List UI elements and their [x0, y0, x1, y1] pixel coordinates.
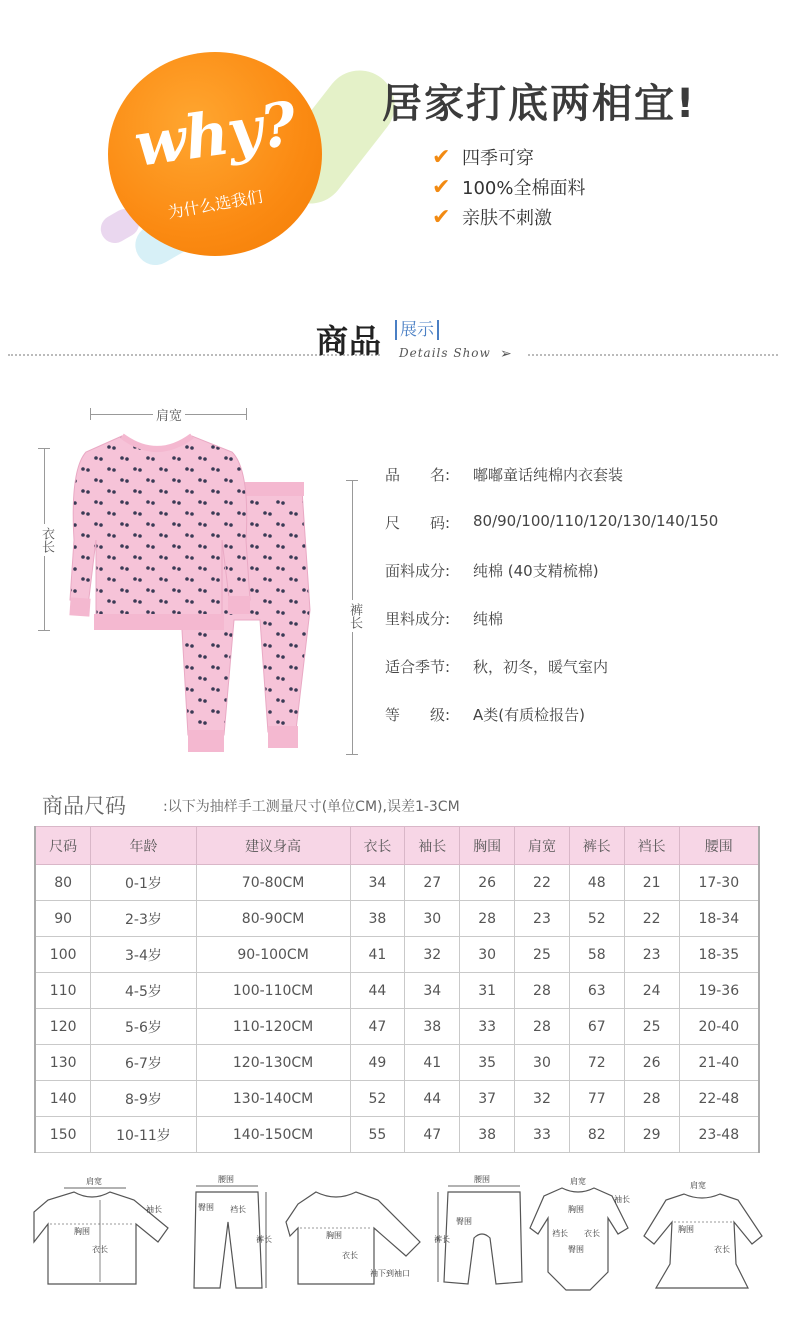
table-row: [35, 937, 759, 973]
diagram-label: 衣长: [92, 1245, 108, 1254]
diagram-label: 袖下到袖口: [370, 1269, 410, 1278]
divider: [528, 354, 778, 356]
table-cell: 22: [624, 901, 679, 937]
measure-tick: [38, 448, 50, 449]
table-header-row: [35, 827, 759, 865]
size-note: :以下为抽样手工测量尺寸(单位CM),误差1-3CM: [163, 799, 460, 815]
diagram-label: 裆长: [230, 1205, 246, 1214]
diagram-label: 衣长: [584, 1229, 600, 1238]
table-cell: 140: [35, 1081, 91, 1117]
table-cell: 48: [569, 865, 624, 901]
table-cell: 130-140CM: [196, 1081, 350, 1117]
table-cell: 120: [35, 1009, 91, 1045]
table-cell: 90: [35, 901, 91, 937]
table-cell: 3-4岁: [91, 937, 196, 973]
table-row: [35, 1009, 759, 1045]
checkmark-icon: ✔: [432, 204, 451, 230]
table-cell: 29: [624, 1117, 679, 1153]
feature-item: [432, 204, 552, 230]
table-cell: 38: [405, 1009, 460, 1045]
column-header: 裆长: [624, 827, 679, 865]
spec-key: 面料成分:: [385, 562, 451, 580]
table-cell: 44: [405, 1081, 460, 1117]
table-cell: 77: [569, 1081, 624, 1117]
table-cell: 10-11岁: [91, 1117, 196, 1153]
table-cell: 20-40: [679, 1009, 759, 1045]
table-cell: 30: [405, 901, 460, 937]
table-row: [35, 901, 759, 937]
table-cell: 47: [405, 1117, 460, 1153]
table-cell: 100-110CM: [196, 973, 350, 1009]
diagram-label: 衣长: [342, 1251, 358, 1260]
table-cell: 32: [515, 1081, 570, 1117]
checkmark-icon: ✔: [432, 144, 451, 170]
table-cell: 17-30: [679, 865, 759, 901]
why-text: why?: [130, 89, 300, 181]
column-header: 胸围: [460, 827, 515, 865]
column-header: 衣长: [350, 827, 405, 865]
diagram-label: 胸围: [326, 1231, 342, 1240]
table-cell: 58: [569, 937, 624, 973]
table-cell: 28: [460, 901, 515, 937]
diagram-label: 衣长: [714, 1245, 730, 1254]
hero-banner: [0, 0, 790, 290]
diagram-label: 裆长: [552, 1229, 568, 1238]
table-cell: 18-35: [679, 937, 759, 973]
table-cell: 72: [569, 1045, 624, 1081]
table-cell: 33: [515, 1117, 570, 1153]
spec-value: 秋，初冬，暖气室内: [473, 658, 609, 676]
spec-row: [385, 512, 718, 533]
diagram-label: 肩宽: [86, 1177, 102, 1186]
column-header: 尺码: [35, 827, 91, 865]
table-cell: 140-150CM: [196, 1117, 350, 1153]
pants-length-label: 裤长: [345, 600, 364, 632]
paper-plane-icon: ➢: [500, 346, 512, 362]
spec-key: 品 名:: [385, 466, 451, 484]
table-cell: 28: [515, 1009, 570, 1045]
column-header: 肩宽: [515, 827, 570, 865]
table-cell: 34: [405, 973, 460, 1009]
table-cell: 6-7岁: [91, 1045, 196, 1081]
table-cell: 33: [460, 1009, 515, 1045]
spec-row: [385, 704, 585, 725]
diagram-label: 裤长: [434, 1235, 450, 1244]
spec-row: [385, 608, 503, 629]
table-cell: 26: [460, 865, 515, 901]
table-cell: 23-48: [679, 1117, 759, 1153]
table-cell: 28: [624, 1081, 679, 1117]
shoulder-label: 肩宽: [153, 405, 185, 424]
table-cell: 41: [405, 1045, 460, 1081]
table-cell: 120-130CM: [196, 1045, 350, 1081]
table-cell: 41: [350, 937, 405, 973]
spec-value: 嘟嘟童话纯棉内衣套装: [473, 466, 624, 484]
table-cell: 30: [515, 1045, 570, 1081]
column-header: 袖长: [405, 827, 460, 865]
table-cell: 55: [350, 1117, 405, 1153]
column-header: 年龄: [91, 827, 196, 865]
spec-row: [385, 656, 608, 677]
feature-item: [432, 174, 585, 200]
table-cell: 90-100CM: [196, 937, 350, 973]
table-cell: 38: [460, 1117, 515, 1153]
table-row: [35, 1117, 759, 1153]
hero-headline: 居家打底两相宜!: [382, 81, 697, 127]
table-cell: 32: [405, 937, 460, 973]
diagram-romper: [534, 1172, 632, 1292]
table-cell: 37: [460, 1081, 515, 1117]
table-cell: 23: [624, 937, 679, 973]
table-cell: 63: [569, 973, 624, 1009]
diagram-label: 袖长: [614, 1195, 630, 1204]
section-tag: 展示: [395, 320, 439, 340]
table-cell: 23: [515, 901, 570, 937]
spec-value: 纯棉: [473, 610, 504, 628]
diagram-label: 腰围: [218, 1175, 234, 1184]
table-cell: 30: [460, 937, 515, 973]
table-cell: 130: [35, 1045, 91, 1081]
table-cell: 80-90CM: [196, 901, 350, 937]
section-title: 商品: [316, 322, 383, 360]
diagram-label: 胸围: [74, 1227, 90, 1236]
table-cell: 27: [405, 865, 460, 901]
column-header: 裤长: [569, 827, 624, 865]
table-cell: 25: [515, 937, 570, 973]
table-cell: 67: [569, 1009, 624, 1045]
table-cell: 150: [35, 1117, 91, 1153]
measure-tick: [38, 630, 50, 631]
table-row: [35, 1081, 759, 1117]
diagram-top: [34, 1172, 174, 1292]
column-header: 腰围: [679, 827, 759, 865]
table-cell: 26: [624, 1045, 679, 1081]
table-cell: 52: [350, 1081, 405, 1117]
diagram-label: 肩宽: [690, 1181, 706, 1190]
feature-item: [432, 144, 534, 170]
spec-key: 里料成分:: [385, 610, 451, 628]
pajama-illustration: [64, 430, 320, 760]
spec-value: A类(有质检报告): [473, 706, 585, 724]
size-title: 商品尺码: [42, 794, 126, 818]
table-cell: 47: [350, 1009, 405, 1045]
measure-tick: [90, 408, 91, 420]
table-cell: 4-5岁: [91, 973, 196, 1009]
table-cell: 5-6岁: [91, 1009, 196, 1045]
diagram-label: 袖长: [146, 1205, 162, 1214]
table-row: [35, 1045, 759, 1081]
table-cell: 110-120CM: [196, 1009, 350, 1045]
diagram-raglan: [286, 1172, 426, 1292]
table-cell: 31: [460, 973, 515, 1009]
table-cell: 100: [35, 937, 91, 973]
spec-value: 80/90/100/110/120/130/140/150: [473, 512, 719, 530]
table-cell: 19-36: [679, 973, 759, 1009]
table-row: [35, 865, 759, 901]
table-cell: 35: [460, 1045, 515, 1081]
diagram-label: 臀围: [198, 1203, 214, 1212]
table-cell: 82: [569, 1117, 624, 1153]
spec-value: 纯棉 (40支精梳棉): [473, 562, 599, 580]
why-badge: [108, 52, 322, 256]
section-subtitle: Details Show: [399, 346, 491, 360]
spec-key: 等 级:: [385, 706, 451, 724]
column-header: 建议身高: [196, 827, 350, 865]
diagram-label: 胸围: [568, 1205, 584, 1214]
diagram-label: 臀围: [568, 1245, 584, 1254]
table-cell: 110: [35, 973, 91, 1009]
table-cell: 18-34: [679, 901, 759, 937]
diagram-label: 腰围: [474, 1175, 490, 1184]
diagram-label: 肩宽: [570, 1177, 586, 1186]
table-cell: 70-80CM: [196, 865, 350, 901]
table-cell: 34: [350, 865, 405, 901]
table-cell: 49: [350, 1045, 405, 1081]
diagram-label: 裤长: [256, 1235, 272, 1244]
diagram-dress: [644, 1172, 764, 1292]
table-row: [35, 973, 759, 1009]
table-cell: 2-3岁: [91, 901, 196, 937]
table-cell: 80: [35, 865, 91, 901]
table-cell: 0-1岁: [91, 865, 196, 901]
feature-label: 四季可穿: [462, 148, 534, 169]
table-cell: 44: [350, 973, 405, 1009]
table-cell: 21-40: [679, 1045, 759, 1081]
measure-tick: [346, 754, 358, 755]
table-cell: 22: [515, 865, 570, 901]
spec-key: 适合季节:: [385, 658, 451, 676]
table-cell: 24: [624, 973, 679, 1009]
table-cell: 52: [569, 901, 624, 937]
diagram-pants: [186, 1172, 270, 1292]
diagram-label: 臀围: [456, 1217, 472, 1226]
why-subtitle: 为什么选我们: [166, 186, 265, 223]
feature-label: 亲肤不刺激: [462, 208, 552, 229]
spec-row: [385, 560, 599, 581]
diagram-shorts: [434, 1172, 528, 1292]
spec-key: 尺 码:: [385, 514, 451, 532]
measure-tick: [246, 408, 247, 420]
table-cell: 28: [515, 973, 570, 1009]
diagram-label: 胸围: [678, 1225, 694, 1234]
table-cell: 25: [624, 1009, 679, 1045]
table-cell: 21: [624, 865, 679, 901]
table-cell: 38: [350, 901, 405, 937]
spec-row: [385, 464, 623, 485]
checkmark-icon: ✔: [432, 174, 451, 200]
feature-label: 100%全棉面料: [462, 178, 586, 199]
table-cell: 22-48: [679, 1081, 759, 1117]
size-table: [34, 826, 760, 1153]
table-cell: 8-9岁: [91, 1081, 196, 1117]
measure-tick: [346, 480, 358, 481]
top-length-label: 衣长: [37, 524, 56, 556]
